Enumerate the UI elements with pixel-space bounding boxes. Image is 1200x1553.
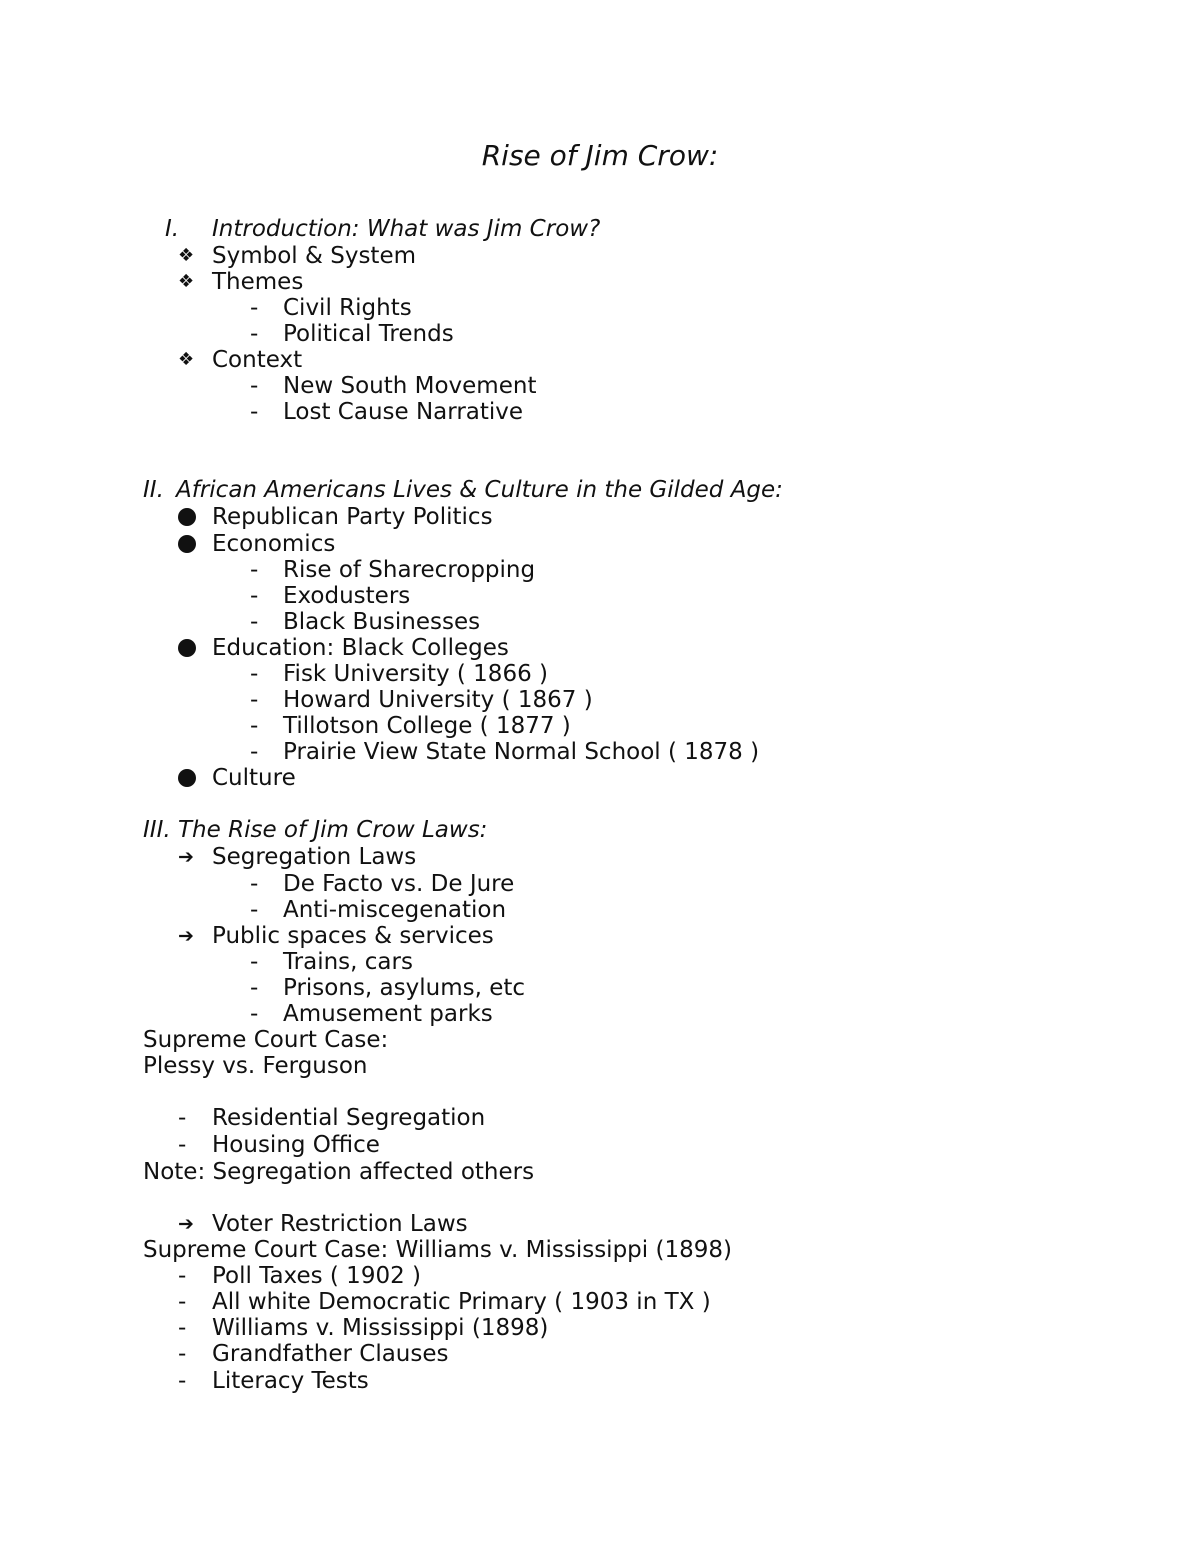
court-case-name-text: Plessy vs. Ferguson (143, 1053, 368, 1079)
sub-list-item-text: New South Movement (283, 373, 537, 399)
sub-list-item-text: Fisk University ( 1866 ) (283, 661, 548, 687)
dash-bullet-icon: - (250, 871, 259, 897)
dash-bullet-icon: - (250, 949, 259, 975)
list-item-text: All white Democratic Primary ( 1903 in TX ) (212, 1289, 711, 1315)
sub-list-item-text: Tillotson College ( 1877 ) (283, 713, 571, 739)
round-bullet-icon (178, 508, 196, 526)
sub-list-item-text: Amusement parks (283, 1001, 493, 1027)
list-item-text: Williams v. Mississippi (1898) (212, 1315, 549, 1341)
dash-bullet-icon: - (250, 739, 259, 765)
section-1-heading: Introduction: What was Jim Crow? (212, 216, 601, 242)
sub-list-item-text: Prisons, asylums, etc (283, 975, 526, 1001)
arrow-bullet-icon: ➔ (178, 1213, 194, 1235)
diamond-bullet-icon: ❖ (178, 349, 195, 370)
dash-bullet-icon: - (250, 609, 259, 635)
sub-list-item-text: Trains, cars (283, 949, 413, 975)
dash-bullet-icon: - (178, 1368, 187, 1394)
sub-list-item-text: De Facto vs. De Jure (283, 871, 515, 897)
sub-list-item-text: Anti-miscegenation (283, 897, 507, 923)
dash-bullet-icon: - (250, 713, 259, 739)
list-item-text: Poll Taxes ( 1902 ) (212, 1263, 421, 1289)
list-item-text: Economics (212, 531, 336, 557)
note-text: Note: Segregation affected others (143, 1159, 535, 1185)
arrow-bullet-icon: ➔ (178, 925, 194, 947)
sub-list-item-text: Rise of Sharecropping (283, 557, 536, 583)
dash-bullet-icon: - (250, 1001, 259, 1027)
section-2-heading: African Americans Lives & Culture in the Gilded Age: (176, 477, 783, 503)
court-case-label-text: Supreme Court Case: (143, 1027, 389, 1053)
diamond-bullet-icon: ❖ (178, 245, 195, 266)
dash-bullet-icon: - (178, 1132, 187, 1158)
arrow-bullet-icon: ➔ (178, 846, 194, 868)
section-3-heading: The Rise of Jim Crow Laws: (178, 817, 488, 843)
section-2-numeral: II. (143, 477, 164, 503)
list-item-text: Housing Office (212, 1132, 380, 1158)
court-case-text: Supreme Court Case: Williams v. Mississippi (1898) (143, 1237, 732, 1263)
list-item-text: Symbol & System (212, 243, 417, 269)
round-bullet-icon (178, 639, 196, 657)
round-bullet-icon (178, 535, 196, 553)
dash-bullet-icon: - (250, 583, 259, 609)
sub-list-item-text: Black Businesses (283, 609, 481, 635)
list-item-text: Voter Restriction Laws (212, 1211, 468, 1237)
dash-bullet-icon: - (250, 661, 259, 687)
sub-list-item-text: Howard University ( 1867 ) (283, 687, 593, 713)
dash-bullet-icon: - (250, 557, 259, 583)
document-title: Rise of Jim Crow: (481, 139, 719, 172)
list-item-text: Themes (212, 269, 304, 295)
list-item-text: Segregation Laws (212, 844, 417, 870)
dash-bullet-icon: - (178, 1341, 187, 1367)
list-item-text: Republican Party Politics (212, 504, 493, 530)
dash-bullet-icon: - (178, 1105, 187, 1131)
dash-bullet-icon: - (250, 897, 259, 923)
list-item-text: Context (212, 347, 303, 373)
sub-list-item-text: Lost Cause Narrative (283, 399, 524, 425)
sub-list-item-text: Exodusters (283, 583, 411, 609)
list-item-text: Education: Black Colleges (212, 635, 509, 661)
list-item-text: Literacy Tests (212, 1368, 369, 1394)
list-item-text: Residential Segregation (212, 1105, 486, 1131)
sub-list-item-text: Prairie View State Normal School ( 1878 ) (283, 739, 760, 765)
dash-bullet-icon: - (250, 399, 259, 425)
dash-bullet-icon: - (250, 321, 259, 347)
list-item-text: Culture (212, 765, 296, 791)
diamond-bullet-icon: ❖ (178, 271, 195, 292)
round-bullet-icon (178, 769, 196, 787)
dash-bullet-icon: - (250, 295, 259, 321)
dash-bullet-icon: - (250, 687, 259, 713)
dash-bullet-icon: - (178, 1263, 187, 1289)
dash-bullet-icon: - (178, 1289, 187, 1315)
sub-list-item-text: Political Trends (283, 321, 454, 347)
dash-bullet-icon: - (250, 975, 259, 1001)
dash-bullet-icon: - (250, 373, 259, 399)
dash-bullet-icon: - (178, 1315, 187, 1341)
list-item-text: Public spaces & services (212, 923, 494, 949)
sub-list-item-text: Civil Rights (283, 295, 412, 321)
list-item-text: Grandfather Clauses (212, 1341, 449, 1367)
section-3-numeral: III. (143, 817, 171, 843)
section-1-numeral: I. (165, 216, 180, 242)
